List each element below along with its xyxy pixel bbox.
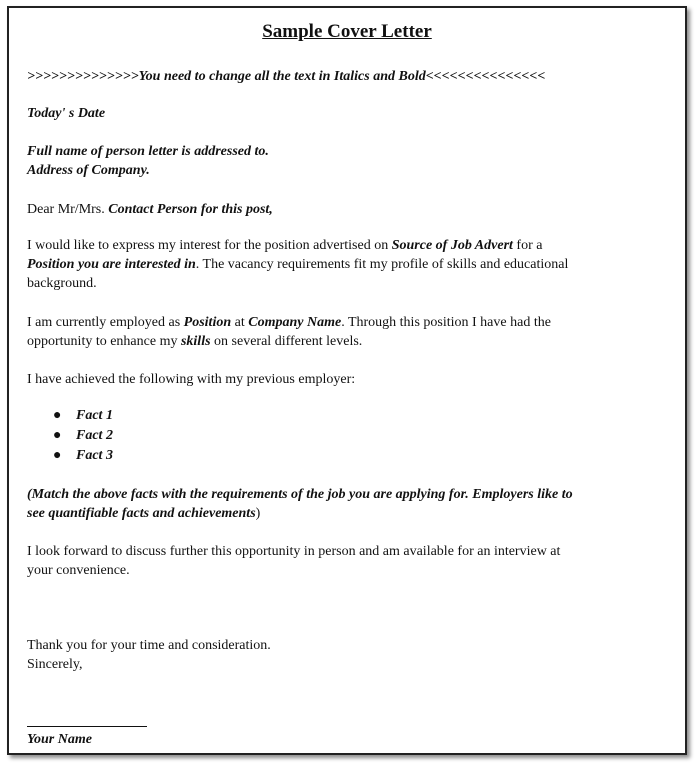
list-item: [27, 406, 113, 426]
fact-text: Fact 3: [76, 448, 113, 463]
company-name-field: Company Name: [248, 315, 342, 330]
note-close: ): [255, 506, 261, 521]
para4-line1: I look forward to discuss further this opportunity in person and am available for an interview at: [27, 544, 561, 559]
facts-list: [27, 406, 113, 466]
salutation: [27, 200, 273, 219]
page-title: Sample Cover Letter: [262, 21, 432, 42]
list-item: [27, 426, 113, 446]
fact-text: Fact 1: [76, 408, 113, 423]
para3: I have achieved the following with my previous employer:: [27, 372, 356, 387]
source-of-job-advert: Source of Job Advert: [391, 238, 513, 253]
para2-line1: [27, 313, 551, 332]
bullet-icon: ●: [53, 428, 62, 443]
skills-field: skills: [180, 334, 211, 349]
para2-text: on several different levels.: [210, 334, 363, 349]
para2-text: . Through this position I have had the: [341, 315, 551, 330]
salutation-prefix: Dear Mr/Mrs.: [27, 202, 109, 217]
para1-text: for a: [512, 238, 543, 253]
recipient-address: Address of Company.: [27, 163, 150, 178]
para1-line2: [27, 255, 568, 274]
para1-line1: [27, 236, 542, 255]
signature-line: [27, 726, 147, 727]
para1-line3: background.: [27, 276, 97, 291]
position-field: Position: [183, 315, 232, 330]
closing-thanks: Thank you for your time and consideration.: [27, 638, 271, 653]
fact-text: Fact 2: [76, 428, 113, 443]
para2-text: at: [231, 315, 249, 330]
recipient-name: Full name of person letter is addressed to.: [27, 144, 269, 159]
salutation-contact: Contact Person for this post,: [108, 202, 273, 217]
bullet-icon: ●: [53, 448, 62, 463]
date-line: Today' s Date: [27, 106, 106, 121]
note-line2: [27, 504, 260, 523]
note-text: see quantifiable facts and achievements: [27, 506, 256, 521]
note-line1: (Match the above facts with the requirements of the job you are applying for. Employers like to: [27, 487, 573, 502]
instruction-line: >>>>>>>>>>>>>>You need to change all the text in Italics and Bold<<<<<<<<<<<<<<<: [27, 69, 546, 84]
para4-line2: your convenience.: [27, 563, 130, 578]
position-interested: Position you are interested in: [27, 257, 196, 272]
closing-sincerely: Sincerely,: [27, 657, 83, 672]
signature-name: Your Name: [27, 732, 92, 747]
letter-page: [7, 6, 687, 755]
list-item: [27, 446, 113, 466]
para1-text: . The vacancy requirements fit my profile of skills and educational: [195, 257, 569, 272]
bullet-icon: ●: [53, 408, 62, 423]
para2-text: opportunity to enhance my: [27, 334, 181, 349]
para1-text: I would like to express my interest for the position advertised on: [27, 238, 392, 253]
para2-line2: [27, 332, 362, 351]
para2-text: I am currently employed as: [27, 315, 184, 330]
